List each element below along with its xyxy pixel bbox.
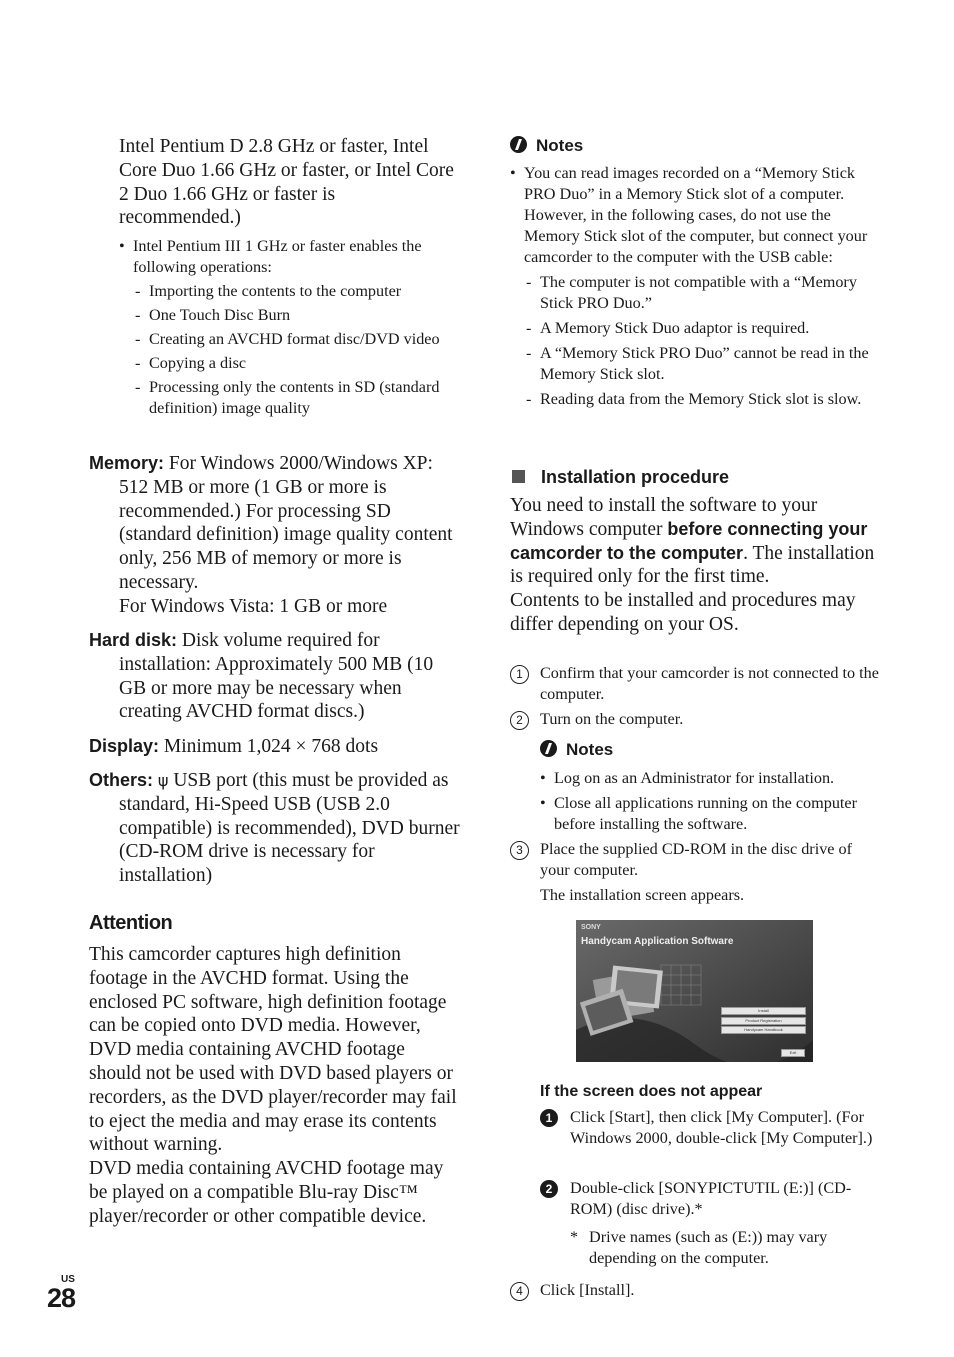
list-item: - Creating an AVCHD format disc/DVD video [135, 330, 440, 348]
list-item: - Copying a disc [135, 354, 247, 372]
if-screen-not-appear-heading: If the screen does not appear [540, 1083, 763, 1100]
screen-title: Handycam Application Software [581, 936, 734, 947]
notes-bullet-text: You can read images recorded on a “Memory Stick PRO Duo” in a Memory Stick slot of a computer. However, in the following cases, do not use the Memory Stick slot of the computer, but connect your camcorder to the computer with the USB cable: [524, 164, 868, 266]
list-item: - One Touch Disc Burn [135, 306, 291, 324]
cpu-continuation: Intel Pentium D 2.8 GHz or faster, Intel Core Duo 1.66 GHz or faster, or Intel Core 2 Duo 1.66 GHz or faster is recommended.) [119, 136, 454, 229]
installation-heading: Installation procedure [512, 467, 729, 488]
install-paragraph-2: Contents to be installed and procedures may differ depending on your OS. [510, 590, 856, 635]
circled-1-icon: 1 [510, 665, 529, 684]
others-label: Others: [89, 770, 154, 790]
install-button[interactable]: Install [721, 1007, 806, 1015]
pentium3-note [119, 236, 449, 419]
notes-icon [510, 136, 527, 153]
display-text: Minimum 1,024 × 768 dots [163, 736, 379, 757]
bullet-icon: • [510, 164, 516, 182]
usb-icon: ψ [157, 771, 169, 790]
step-2: 2 Turn on the computer. [510, 709, 880, 730]
hard-disk-spec [89, 629, 461, 724]
square-bullet-icon [512, 470, 525, 483]
display-spec [89, 735, 461, 759]
others-spec [89, 769, 461, 888]
sub-step-1: 1 Click [Start], then click [My Computer]. (For Windows 2000, double-click [My Computer].) [540, 1107, 880, 1149]
notes-heading: Notes [510, 136, 583, 156]
step-1: 1 Confirm that your camcorder is not connected to the computer. [510, 663, 880, 705]
install-emphasis: before connecting your camcorder to the computer [510, 518, 868, 563]
list-item: - Importing the contents to the computer [135, 282, 402, 300]
memory-spec [89, 452, 461, 619]
attention-body [89, 943, 459, 1229]
notes-icon [540, 740, 557, 757]
circled-2-icon: 2 [510, 711, 529, 730]
display-label: Display: [89, 736, 160, 756]
pentium3-bullet-text: Intel Pentium III 1 GHz or faster enables the following operations: [133, 237, 422, 276]
sub-step-2: 2 Double-click [SONYPICTUTIL (E:)] (CD-ROM) (disc drive).* [540, 1178, 880, 1220]
product-registration-button[interactable]: Product Registration [721, 1017, 806, 1025]
step-3-result: The installation screen appears. [540, 886, 745, 904]
list-item: - Reading data from the Memory Stick slot is slow. [526, 390, 862, 408]
hdd-label: Hard disk: [89, 630, 178, 650]
list-item: • Log on as an Administrator for installation. [540, 769, 835, 787]
memory-vista: For Windows Vista: 1 GB or more [119, 595, 388, 617]
installation-screen-image [576, 920, 813, 1062]
page-region-label: US [61, 1274, 75, 1285]
list-item: - A Memory Stick Duo adaptor is required. [526, 319, 810, 337]
circled-3-icon: 3 [510, 841, 529, 860]
memory-text: For Windows 2000/Windows XP: 512 MB or more (1 GB or more is recommended.) For processing SD (standard definition) image quality content only, 256 MB of memory or more is necessary. [119, 453, 453, 593]
exit-button[interactable]: Exit [781, 1049, 805, 1057]
filled-circled-2-icon: 2 [540, 1180, 558, 1198]
step-3: 3 Place the supplied CD-ROM in the disc drive of your computer. The installation screen appears. [510, 839, 880, 906]
footnote: * Drive names (such as (E:)) may vary depending on the computer. [570, 1228, 828, 1267]
list-item: • Close all applications running on the computer before installing the software. [540, 794, 858, 833]
memory-label: Memory: [89, 453, 165, 473]
notes2-heading: Notes [540, 740, 613, 760]
attention-paragraph-1: This camcorder captures high definition footage in the AVCHD format. Using the enclosed PC software, high definition footage can be copied onto DVD media. However, DVD media containing AVCHD footage should not be used with DVD based players or recorders, as the DVD player/recorder may fail to eject the media and may erase its contents without warning. [89, 944, 457, 1156]
list-item: - The computer is not compatible with a “Memory Stick PRO Duo.” [526, 273, 857, 312]
attention-paragraph-2: DVD media containing AVCHD footage may be played on a compatible Blu-ray Disc™ player/recorder or other compatible device. [89, 1158, 444, 1227]
page-number: 28 [47, 1283, 76, 1313]
attention-heading: Attention [89, 912, 173, 934]
installation-intro: You need to install the software to your Windows computer before connecting your camcorder to the computer. The installation is required only for the first time. Contents to be installed and procedures may differ depending on your OS. [510, 495, 875, 635]
notes2-body [540, 768, 880, 835]
hdd-text: Disk volume required for installation: Approximately 500 MB (10 GB or more may be necessary when creating AVCHD format discs.) [119, 630, 434, 723]
others-text: USB port (this must be provided as standard, Hi-Speed USB (USB 2.0 compatible) is recommended), DVD burner (CD-ROM drive is necessary for installation) [119, 770, 460, 887]
screen-brand: SONY [581, 924, 601, 931]
list-item: - A “Memory Stick PRO Duo” cannot be read in the Memory Stick slot. [526, 344, 869, 383]
handycam-handbook-button[interactable]: Handycam Handbook [721, 1026, 806, 1034]
notes-body [510, 163, 878, 410]
list-item: - Processing only the contents in SD (standard definition) image quality [135, 378, 440, 417]
circled-4-icon: 4 [510, 1282, 529, 1301]
step-4: 4 Click [Install]. [510, 1280, 880, 1301]
filled-circled-1-icon: 1 [540, 1109, 558, 1127]
bullet-icon: • [119, 237, 125, 255]
